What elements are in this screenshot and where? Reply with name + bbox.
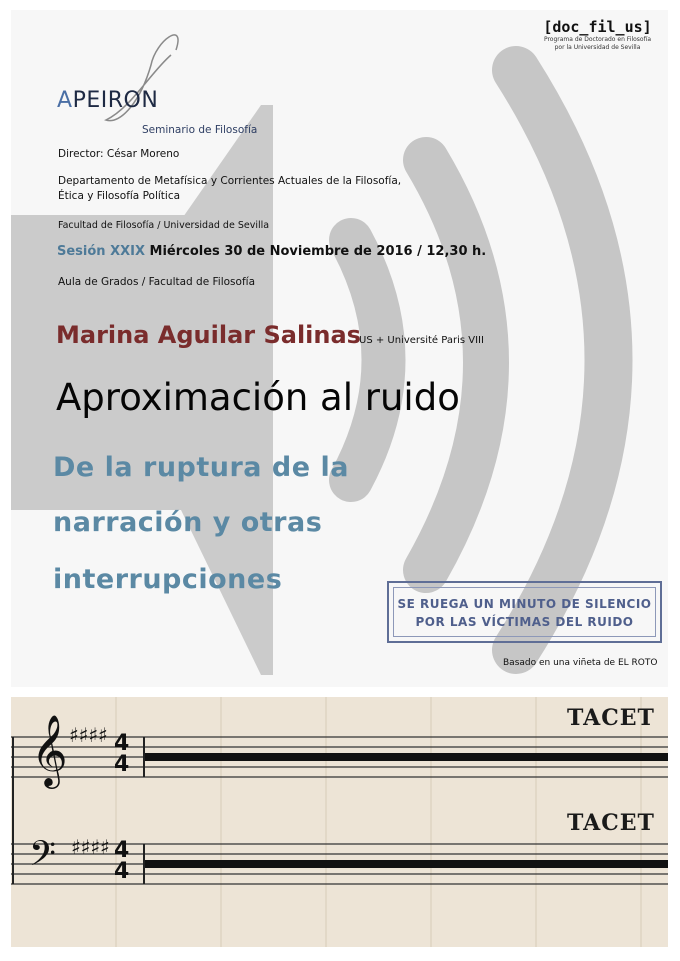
apeiron-logo: APEIRON (57, 88, 159, 113)
session-line (57, 244, 486, 259)
speaker-name: Marina Aguilar Salinas (56, 321, 361, 349)
doctorate-logo (535, 18, 660, 52)
talk-subtitle-line-1: De la ruptura de la (53, 452, 349, 483)
sharps-bottom: ♯♯♯♯ (71, 835, 110, 859)
stamp-line-1: SE RUEGA UN MINUTO DE SILENCIO (397, 597, 652, 611)
faculty-text: Facultad de Filosofía / Universidad de Sevilla (58, 220, 270, 231)
time-sig-top-den: 4 (114, 752, 130, 777)
talk-subtitle-line-2: narración y otras (53, 507, 323, 538)
doctorate-line-2: por la Universidad de Sevilla (554, 44, 641, 51)
speaker-affiliation: US + Université Paris VIII (359, 335, 484, 346)
credit-text: Basado en una viñeta de EL ROTO (503, 658, 658, 668)
doctorate-title: [doc_fil_us] (543, 18, 652, 36)
poster (11, 10, 668, 687)
director-text: Director: César Moreno (58, 148, 180, 160)
sharps-top: ♯♯♯♯ (69, 723, 108, 747)
session-date: Miércoles 30 de Noviembre de 2016 / 12,30 h. (149, 244, 487, 259)
treble-clef-icon: 𝄞 (31, 713, 68, 786)
time-sig-bottom-num: 4 (114, 838, 130, 863)
whole-rest-bar-bottom (144, 860, 668, 868)
stamp-line-2: POR LAS VÍCTIMAS DEL RUIDO (415, 615, 634, 629)
department-line-2: Ética y Filosofía Política (58, 190, 181, 202)
session-place: Aula de Grados / Facultad de Filosofía (58, 276, 255, 288)
doctorate-line-1: Programa de Doctorado en Filosofía (543, 36, 652, 43)
department-line-1: Departamento de Metafísica y Corrientes Actuales de la Filosofía, (58, 175, 402, 187)
tacet-top: TACET (567, 705, 655, 731)
seminar-subtitle: Seminario de Filosofía (142, 124, 258, 136)
silence-stamp (387, 581, 662, 643)
bass-clef-icon: 𝄢 (29, 833, 57, 882)
whole-rest-bar-top (144, 753, 668, 761)
session-label: Sesión XXIX (57, 244, 145, 259)
time-sig-top-num: 4 (114, 731, 130, 756)
time-sig-bottom-den: 4 (114, 859, 130, 884)
music-score (11, 697, 668, 947)
talk-title: Aproximación al ruido (56, 376, 460, 419)
talk-subtitle-line-3: interrupciones (53, 564, 283, 595)
tacet-bottom: TACET (567, 810, 655, 836)
